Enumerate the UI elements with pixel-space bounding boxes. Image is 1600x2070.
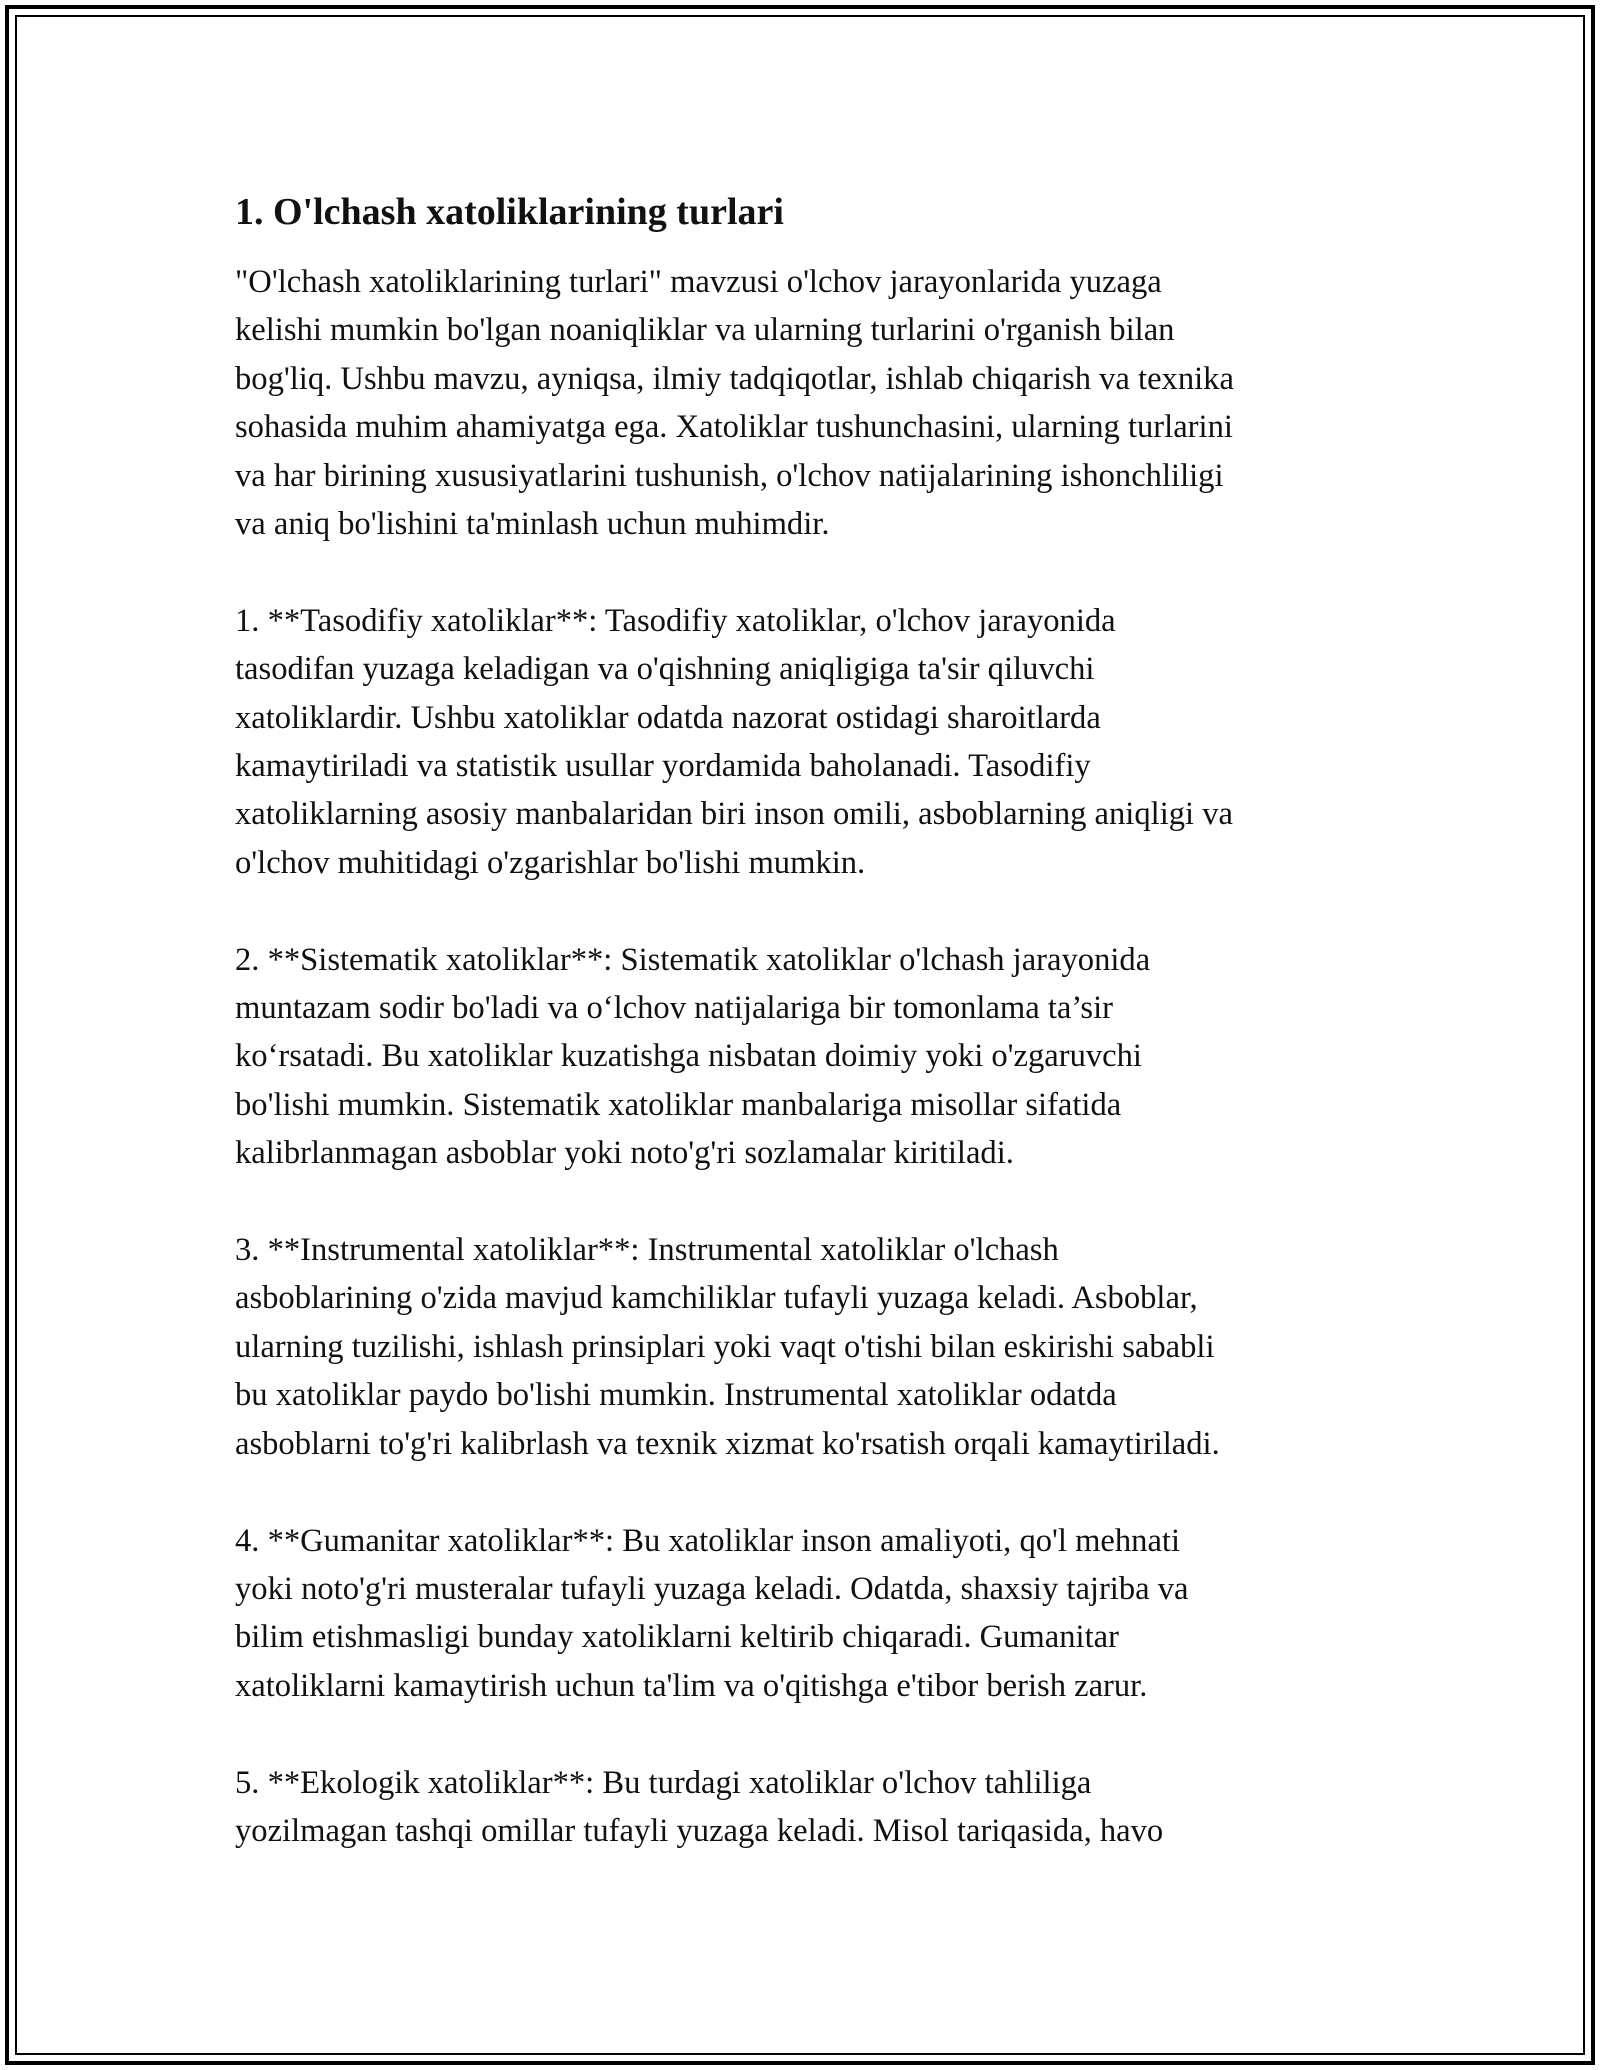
text-line: bo'lishi mumkin. Sistematik xatoliklar manbalariga misollar sifatida: [235, 1086, 1122, 1123]
text-line: va har birining xususiyatlarini tushunish, o'lchov natijalarining ishonchliligi: [235, 457, 1224, 494]
text-line: yoki noto'g'ri musteralar tufayli yuzaga keladi. Odatda, shaxsiy tajriba va: [235, 1570, 1189, 1607]
list-item-systematic-errors: [235, 936, 1365, 1178]
text-line: o'lchov muhitidagi o'zgarishlar bo'lishi mumkin.: [235, 844, 866, 881]
list-item-human-errors: [235, 1517, 1365, 1711]
text-line: va aniq bo'lishini ta'minlash uchun muhimdir.: [235, 506, 830, 543]
text-line: "O'lchash xatoliklarining turlari" mavzusi o'lchov jarayonlarida yuzaga: [235, 264, 1162, 300]
text-line: kamaytiriladi va statistik usullar yordamida baholanadi. Tasodifiy: [235, 748, 1091, 785]
text-line: ko‘rsatadi. Bu xatoliklar kuzatishga nisbatan doimiy yoki o'zgaruvchi: [235, 1038, 1142, 1075]
text-line: asboblarni to'g'ri kalibrlash va texnik xizmat ko'rsatish orqali kamaytiriladi.: [235, 1425, 1220, 1462]
list-item-random-errors: [235, 597, 1365, 887]
list-item-instrumental-errors: [235, 1226, 1365, 1468]
list-item-ecological-errors: [235, 1759, 1365, 1856]
text-line: 3. **Instrumental xatoliklar**: Instrumental xatoliklar o'lchash: [235, 1232, 1059, 1269]
text-line: xatoliklarning asosiy manbalaridan biri inson omili, asboblarning aniqligi va: [235, 796, 1233, 833]
text-line: 1. **Tasodifiy xatoliklar**: Tasodifiy xatoliklar, o'lchov jarayonida: [235, 602, 1116, 639]
text-line: kelishi mumkin bo'lgan noaniqliklar va ularning turlarini o'rganish bilan: [235, 312, 1175, 349]
document-body: [235, 184, 1365, 1904]
text-line: asboblarining o'zida mavjud kamchiliklar tufayli yuzaga keladi. Asboblar,: [235, 1280, 1198, 1317]
text-line: tasodifan yuzaga keladigan va o'qishning aniqligiga ta'sir qiluvchi: [235, 651, 1095, 688]
text-line: 2. **Sistematik xatoliklar**: Sistematik xatoliklar o'lchash jarayonida: [235, 941, 1151, 978]
intro-paragraph: [235, 258, 1365, 548]
text-line: kalibrlanmagan asboblar yoki noto'g'ri sozlamalar kiritiladi.: [235, 1135, 1014, 1172]
text-line: ularning tuzilishi, ishlash prinsiplari yoki vaqt o'tishi bilan eskirishi sababli: [235, 1328, 1215, 1365]
text-line: xatoliklarni kamaytirish uchun ta'lim va o'qitishga e'tibor berish zarur.: [235, 1667, 1148, 1704]
text-line: sohasida muhim ahamiyatga ega. Xatoliklar tushunchasini, ularning turlarini: [235, 409, 1233, 446]
text-line: 4. **Gumanitar xatoliklar**: Bu xatoliklar inson amaliyoti, qo'l mehnati: [235, 1522, 1181, 1559]
text-line: bu xatoliklar paydo bo'lishi mumkin. Instrumental xatoliklar odatda: [235, 1377, 1117, 1414]
text-line: muntazam sodir bo'ladi va o‘lchov natijalariga bir tomonlama ta’sir: [235, 990, 1113, 1027]
text-line: xatoliklardir. Ushbu xatoliklar odatda nazorat ostidagi sharoitlarda: [235, 699, 1101, 736]
text-line: yozilmagan tashqi omillar tufayli yuzaga keladi. Misol tariqasida, havo: [235, 1812, 1164, 1849]
text-line: bog'liq. Ushbu mavzu, ayniqsa, ilmiy tadqiqotlar, ishlab chiqarish va texnika: [235, 360, 1234, 397]
text-line: 5. **Ekologik xatoliklar**: Bu turdagi xatoliklar o'lchov tahliliga: [235, 1764, 1092, 1801]
section-heading: 1. O'lchash xatoliklarining turlari: [235, 191, 784, 233]
text-line: bilim etishmasligi bunday xatoliklarni keltirib chiqaradi. Gumanitar: [235, 1619, 1119, 1656]
